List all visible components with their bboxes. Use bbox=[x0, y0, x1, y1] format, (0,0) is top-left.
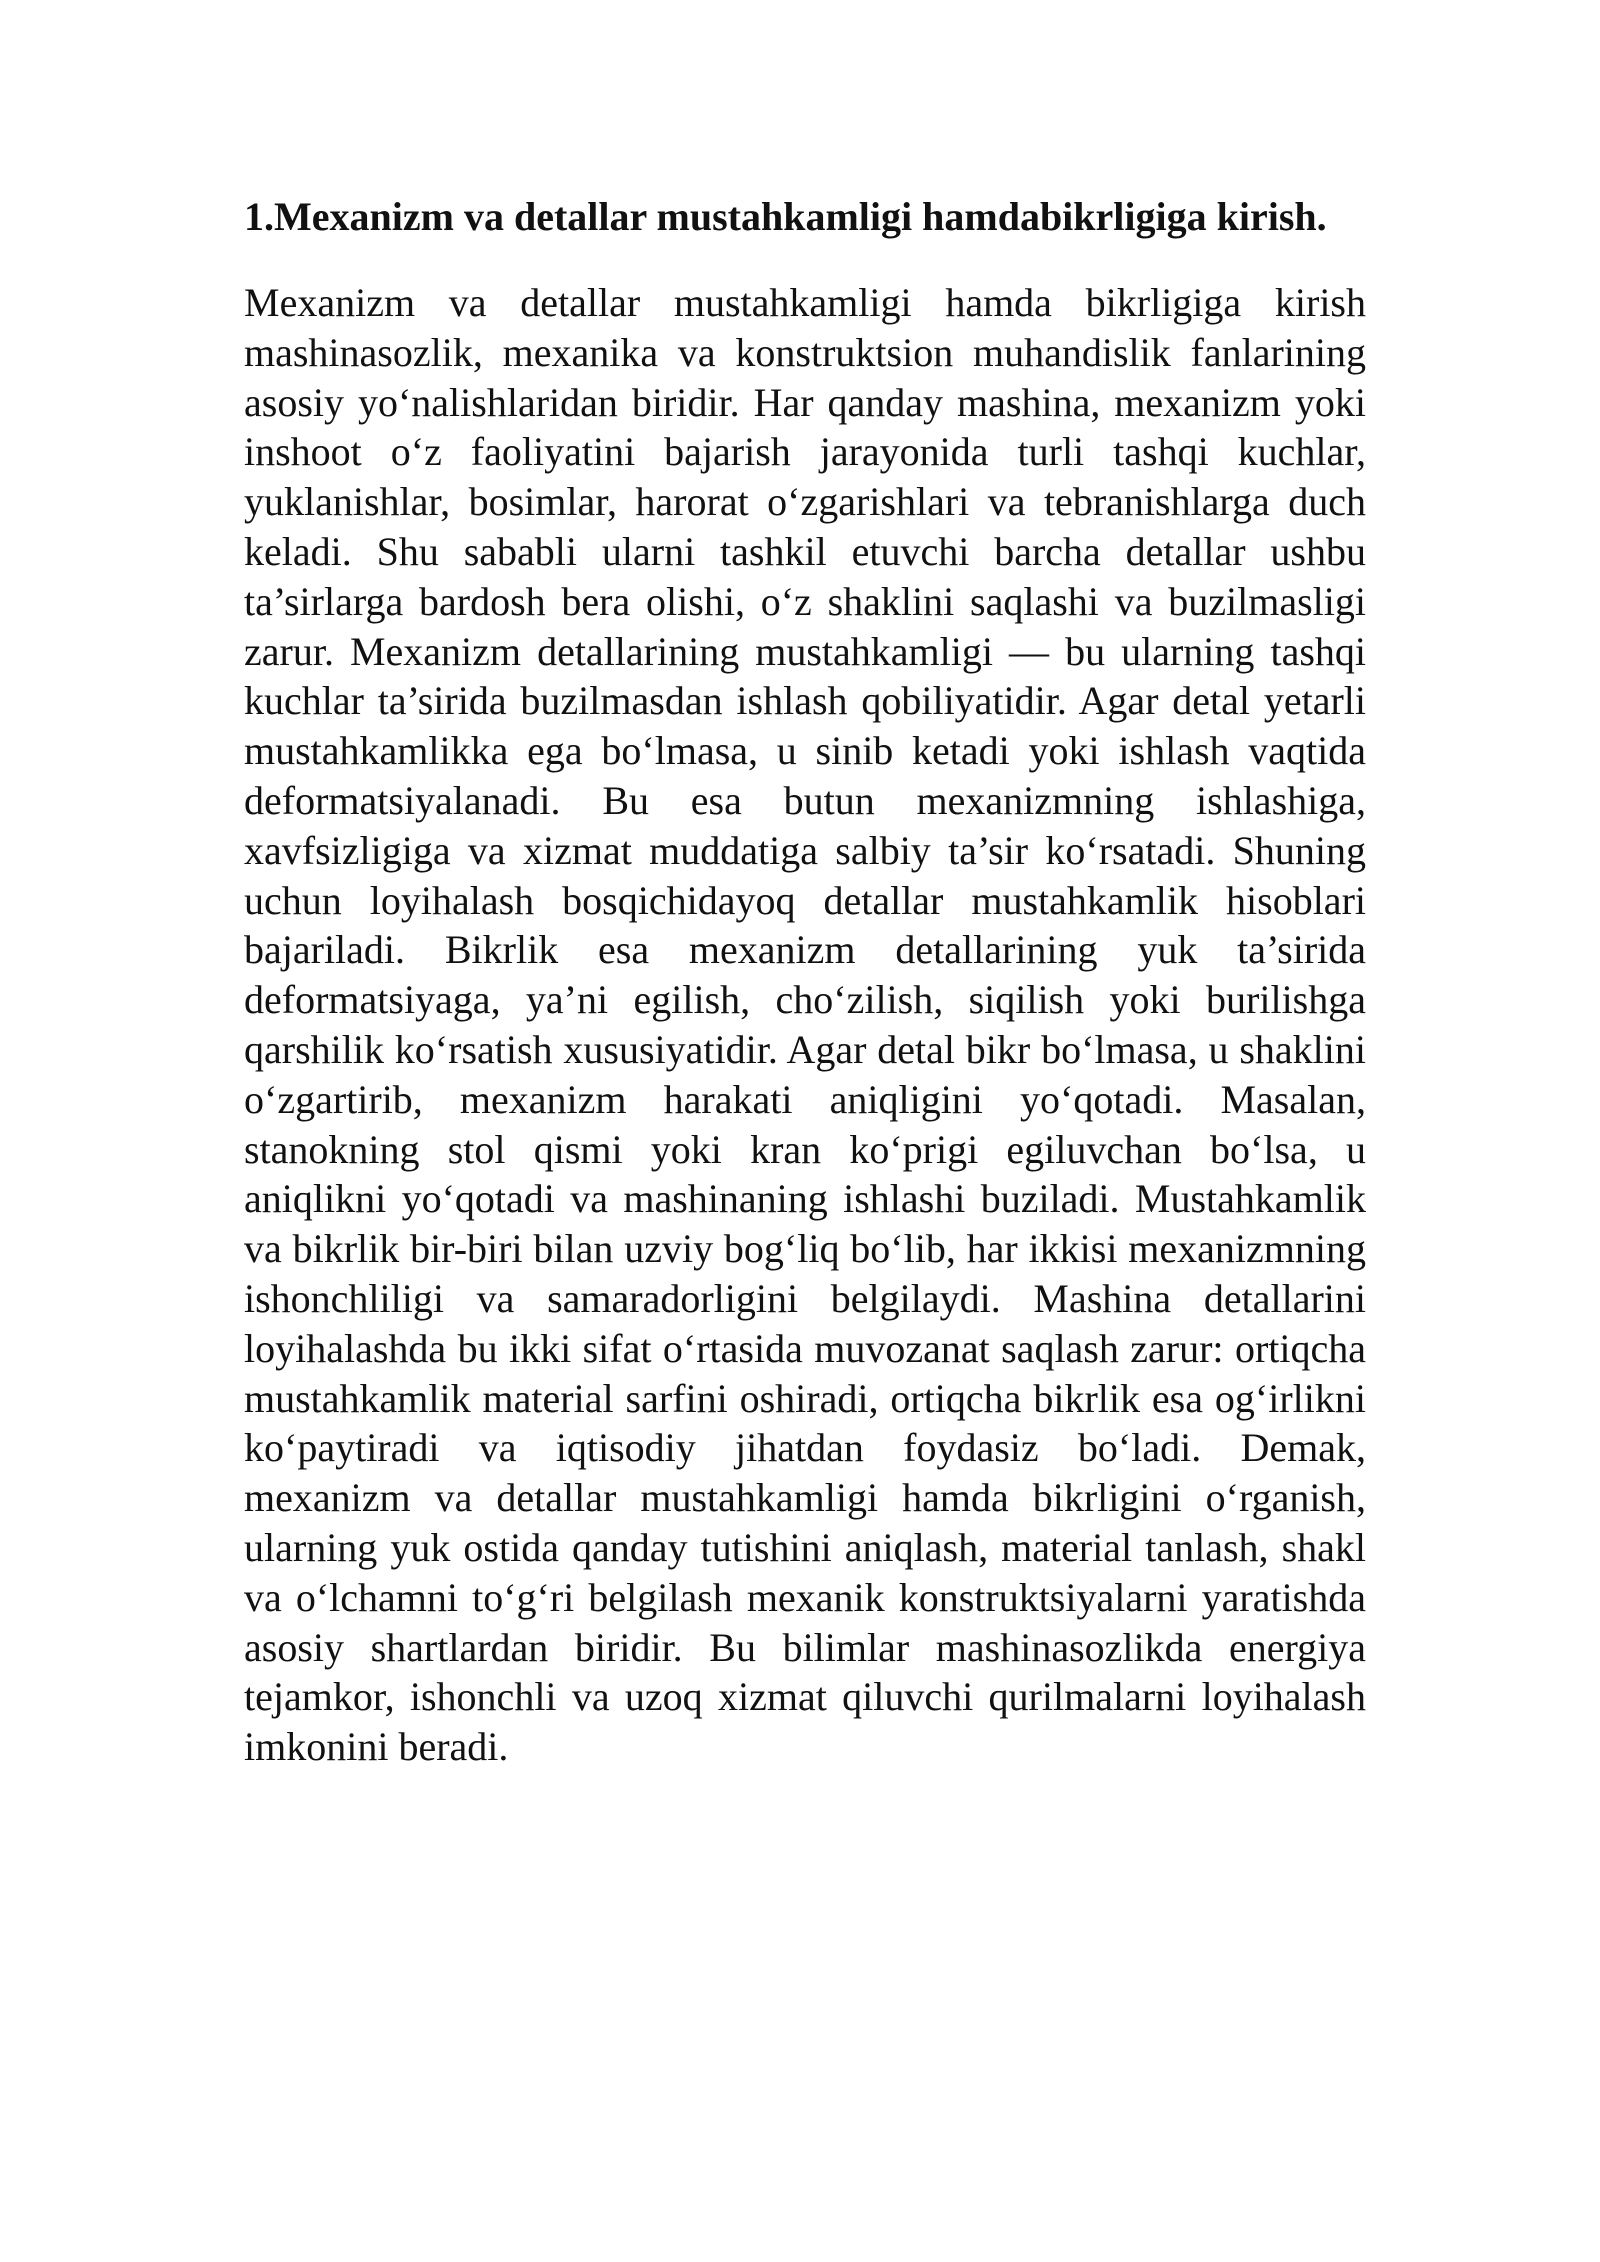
document-title: 1.Mexanizm va detallar mustahkamligi hamdabikrligiga kirish. bbox=[244, 194, 1327, 239]
document-content bbox=[244, 192, 1366, 1772]
document-paragraph: Mexanizm va detallar mustahkamligi hamda bikrligiga kirish mashinasozlik, mexanika va konstruktsion muhandislik fanlarining asosiy yo‘nalishlaridan biridir. Har qanday mashina, mexanizm yoki inshoot o‘z faoliyatini bajarish jarayonida turli tashqi kuchlar, yuklanishlar, bosimlar, harorat o‘zgarishlari va tebranishlarga duch keladi. Shu sababli ularni tashkil etuvchi barcha detallar ushbu ta’sirlarga bardosh bera olishi, o‘z shaklini saqlashi va buzilmasligi zarur. Mexanizm detallarining mustahkamligi — bu ularning tashqi kuchlar ta’sirida buzilmasdan ishlash qobiliyatidir. Agar detal yetarli mustahkamlikka ega bo‘lmasa, u sinib ketadi yoki ishlash vaqtida deformatsiyalanadi. Bu esa butun mexanizmning ishlashiga, xavfsizligiga va xizmat muddatiga salbiy ta’sir ko‘rsatadi. Shuning uchun loyihalash bosqichidayoq detallar mustahkamlik hisoblari bajariladi. Bikrlik esa mexanizm detallarining yuk ta’sirida deformatsiyaga, ya’ni egilish, cho‘zilish, siqilish yoki burilishga qarshilik ko‘rsatish xususiyatidir. Agar detal bikr bo‘lmasa, u shaklini o‘zgartirib, mexanizm harakati aniqligini yo‘qotadi. Masalan, stanokning stol qismi yoki kran ko‘prigi egiluvchan bo‘lsa, u aniqlikni yo‘qotadi va mashinaning ishlashi buziladi. Mustahkamlik va bikrlik bir-biri bilan uzviy bog‘liq bo‘lib, har ikkisi mexanizmning ishonchliligi va samaradorligini belgilaydi. Mashina detallarini loyihalashda bu ikki sifat o‘rtasida muvozanat saqlash zarur: ortiqcha mustahkamlik material sarfini oshiradi, ortiqcha bikrlik esa og‘irlikni ko‘paytiradi va iqtisodiy jihatdan foydasiz bo‘ladi. Demak, mexanizm va detallar mustahkamligi hamda bikrligini o‘rganish, ularning yuk ostida qanday tutishini aniqlash, material tanlash, shakl va o‘lchamni to‘g‘ri belgilash mexanik konstruktsiyalarni yaratishda asosiy shartlardan biridir. Bu bilimlar mashinasozlikda energiya tejamkor, ishonchli va uzoq xizmat qiluvchi qurilmalarni loyihalash imkonini beradi. bbox=[244, 280, 1366, 1770]
